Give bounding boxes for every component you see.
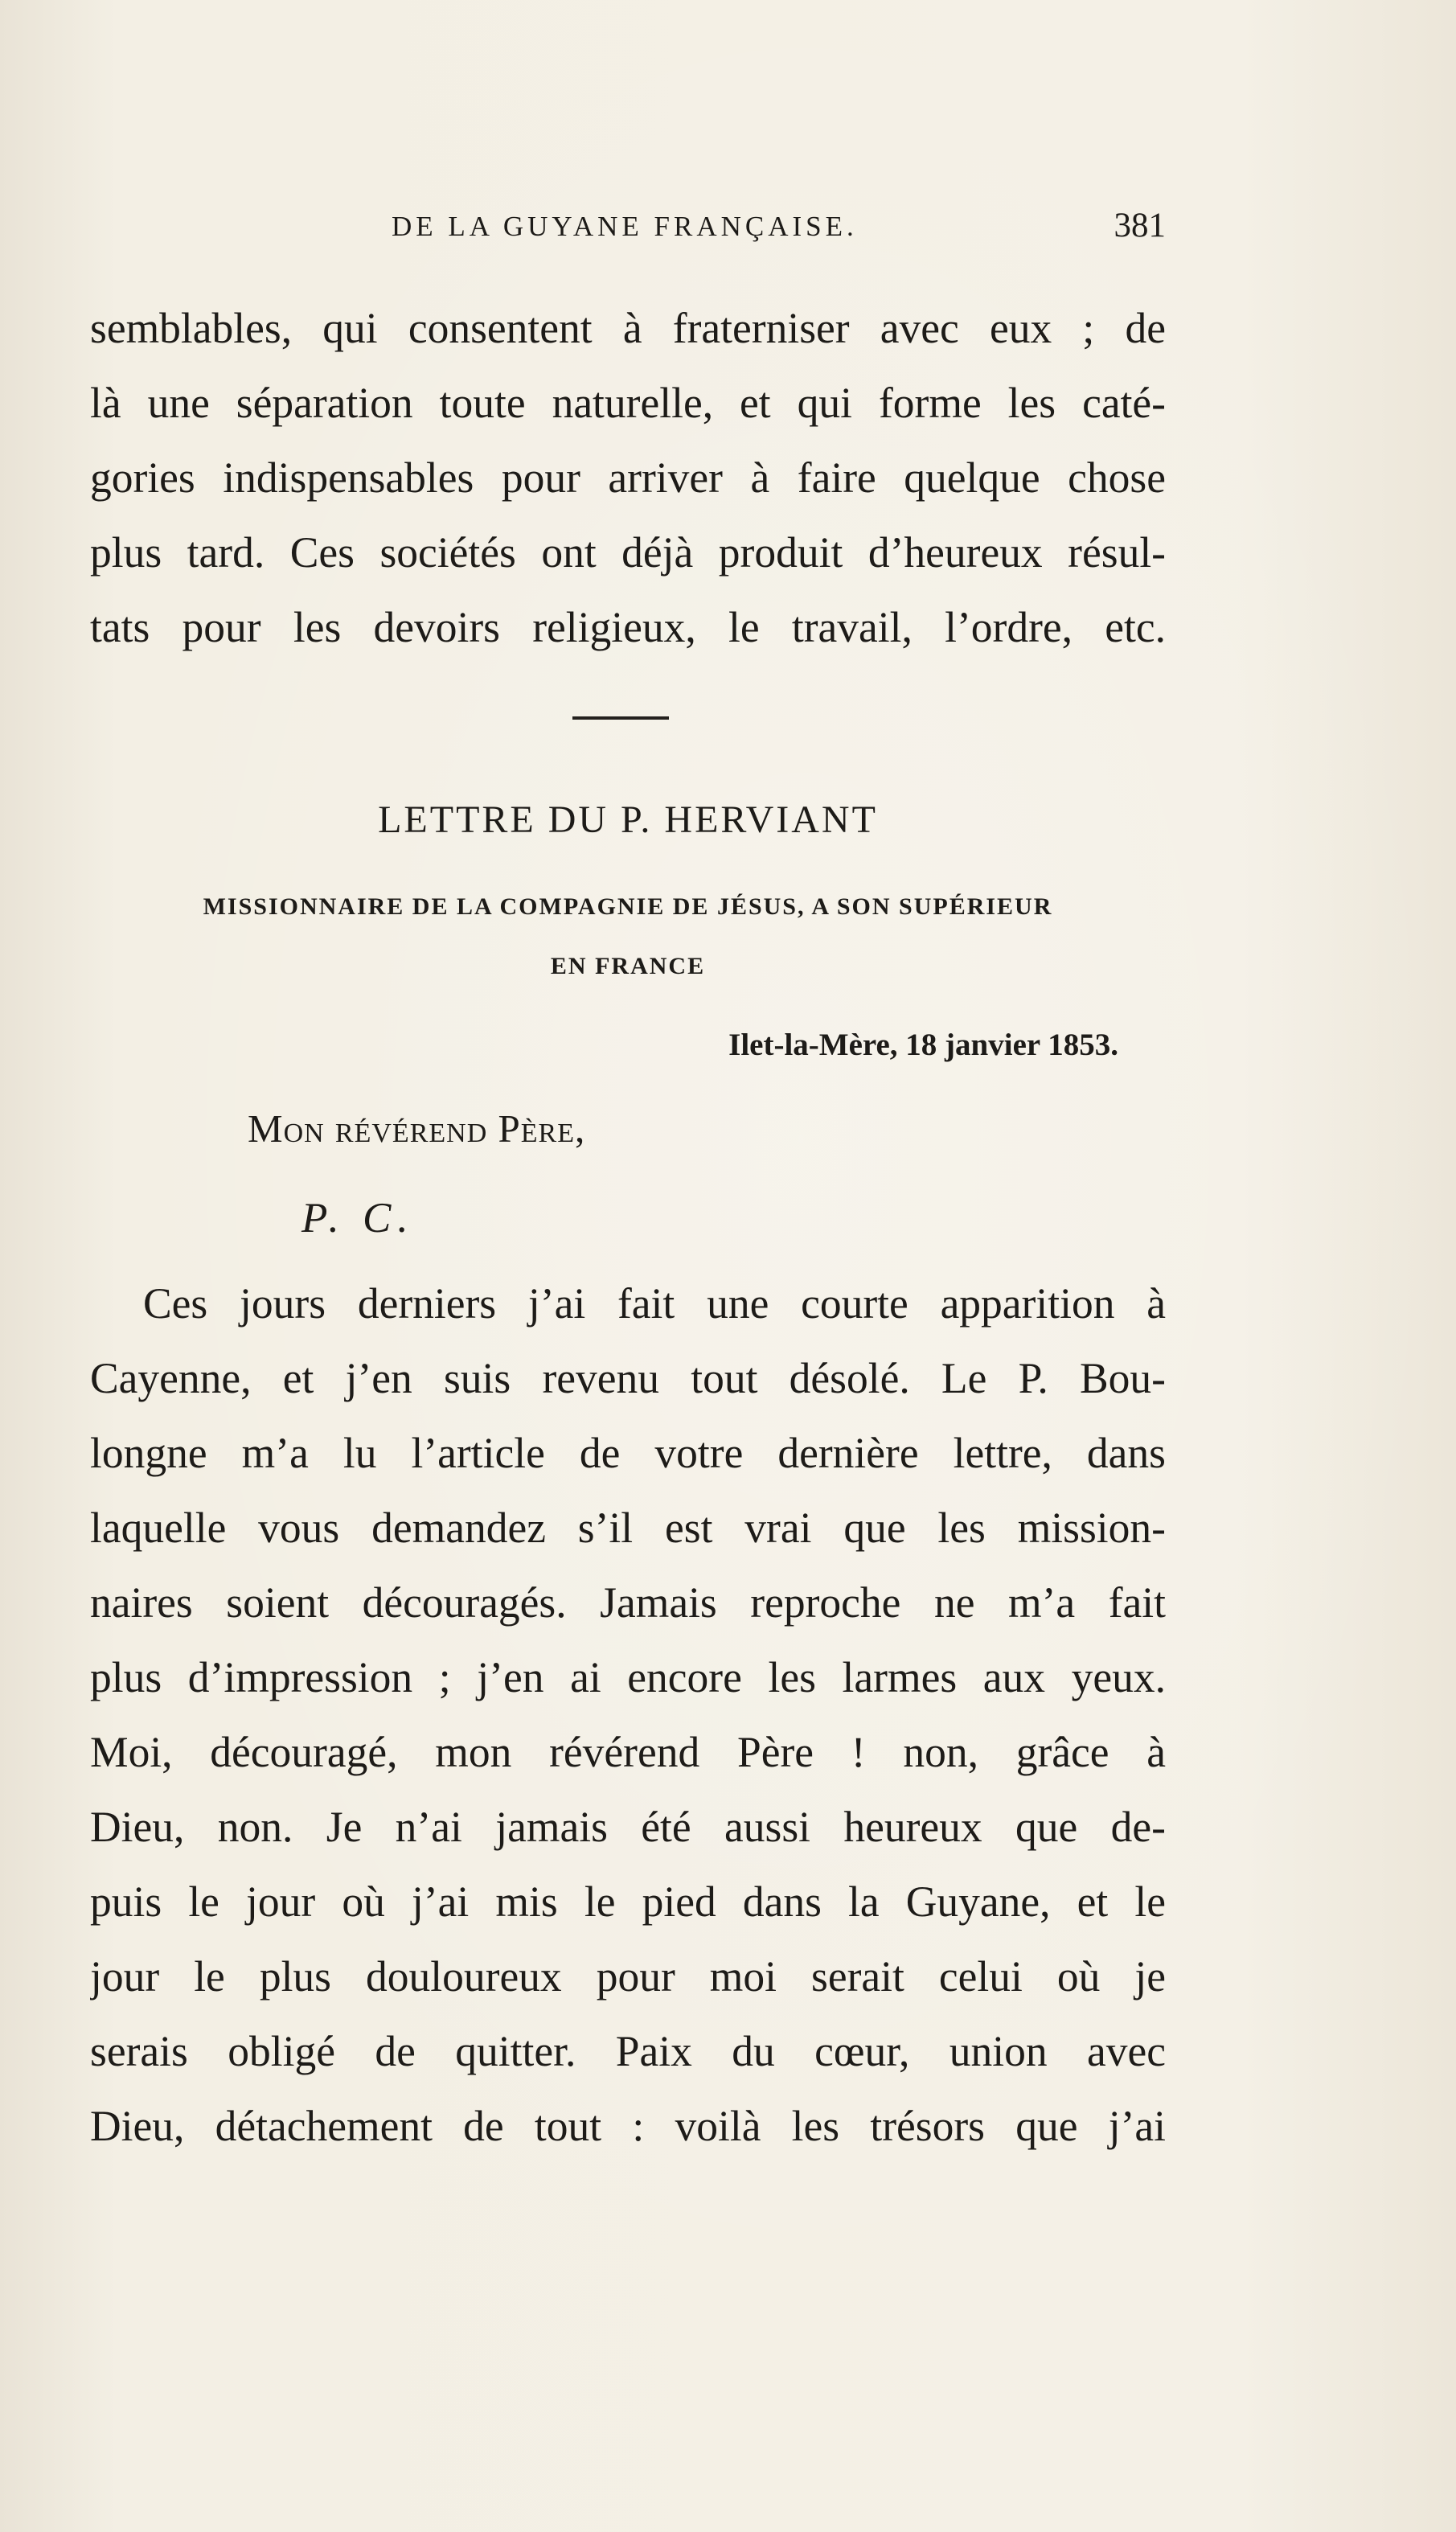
text-line: Dieu, non. Je n’ai jamais été aussi heureux que de- [90,1803,1166,1851]
text-line: laquelle vous demandez s’il est vrai que les mission- [90,1504,1166,1552]
letter-subtitle-line-2: EN FRANCE [550,953,706,979]
text-line: serais obligé de quitter. Paix du cœur, union avec [90,2027,1166,2075]
letter-title: LETTRE DU P. HERVIANT [378,798,878,841]
text-line: plus tard. Ces sociétés ont déjà produit d’heureux résul- [90,528,1166,577]
page-header [90,207,1166,259]
text-line: Ces jours derniers j’ai fait une courte apparition à [143,1279,1166,1328]
text-line: Cayenne, et j’en suis revenu tout désolé. Le P. Bou- [90,1354,1166,1402]
text-line: longne m’a lu l’article de votre dernière lettre, dans [90,1429,1166,1477]
page-number: 381 [1114,207,1166,244]
letter-body [90,1266,1166,2164]
pc-abbreviation: P. C. [301,1195,415,1241]
intro-paragraph [90,291,1166,665]
text-line: puis le jour où j’ai mis le pied dans la Guyane, et le [90,1877,1166,1926]
text-line: semblables, qui consentent à fraterniser avec eux ; de [90,304,1166,352]
letter-subtitle-line-1: MISSIONNAIRE DE LA COMPAGNIE DE JÉSUS, A SON SUPÉRIEUR [203,893,1053,920]
text-line: là une séparation toute naturelle, et qui forme les caté- [90,379,1166,427]
text-line: tats pour les devoirs religieux, le travail, l’ordre, etc. [90,603,1166,651]
section-separator [572,716,669,720]
text-line: Moi, découragé, mon révérend Père ! non, grâce à [90,1728,1166,1776]
text-line: gories indispensables pour arriver à faire quelque chose [90,453,1166,502]
text-line: Dieu, détachement de tout : voilà les trésors que j’ai [90,2102,1166,2150]
text-line: naires soient découragés. Jamais reproche ne m’a fait [90,1578,1166,1627]
salutation-text: Mon révérend Père, [248,1106,586,1151]
running-head: DE LA GUYANE FRANÇAISE. [392,211,858,242]
text-line: plus d’impression ; j’en ai encore les larmes aux yeux. [90,1653,1166,1701]
salutation [248,1106,585,1151]
text-line: jour le plus douloureux pour moi serait celui où je [90,1952,1166,2001]
place-date: Ilet-la-Mère, 18 janvier 1853. [728,1028,1118,1062]
